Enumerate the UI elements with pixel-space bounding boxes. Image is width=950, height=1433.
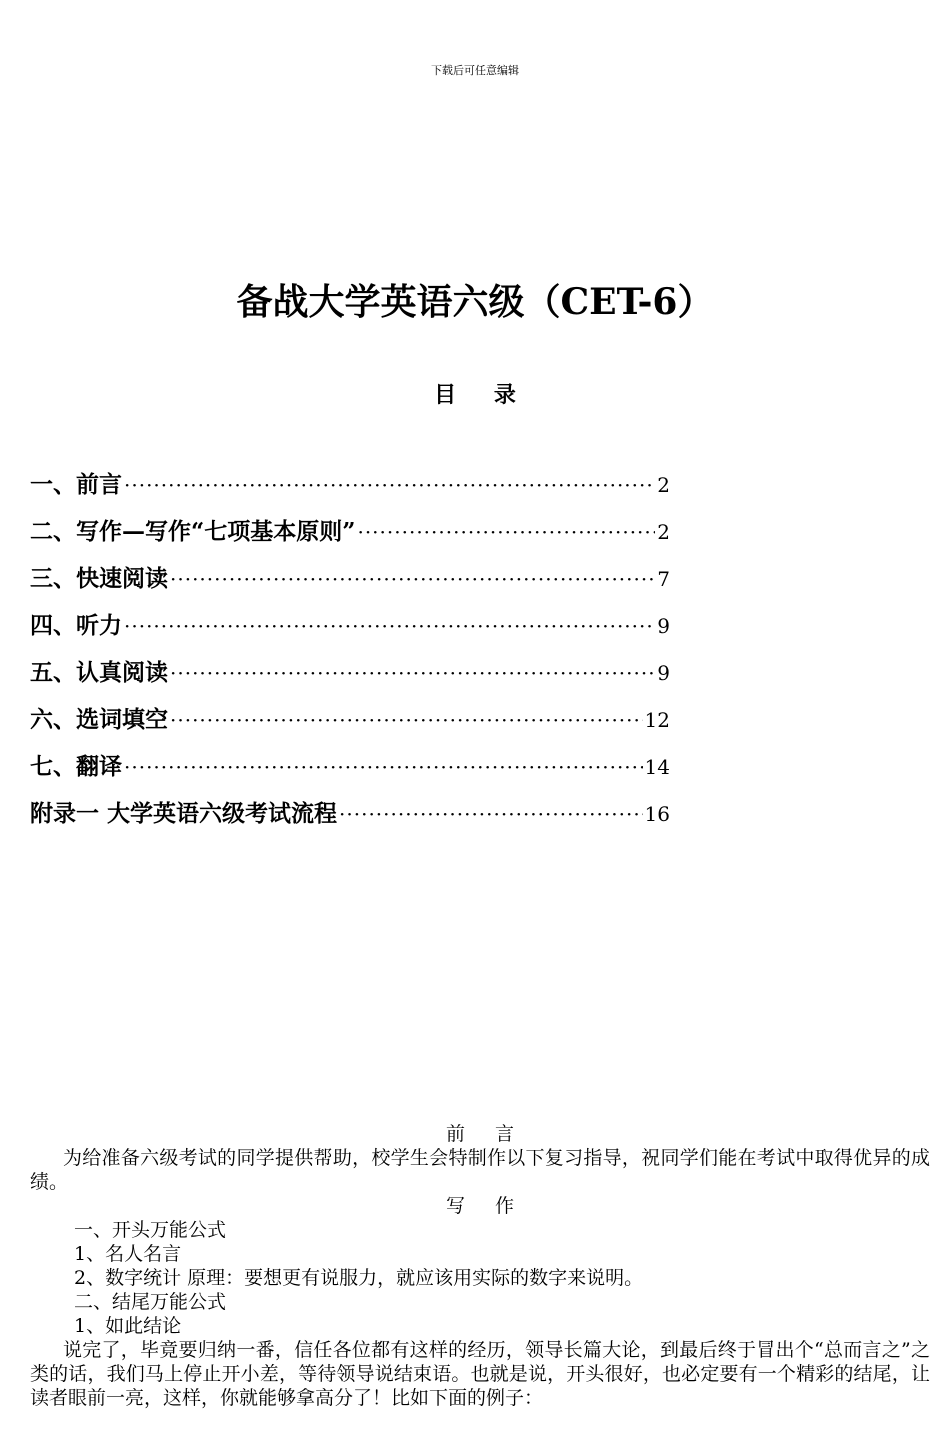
body-section xyxy=(30,1122,930,1410)
toc-leader-dots xyxy=(124,614,655,638)
toc-entry-page: 7 xyxy=(657,567,670,591)
toc-entry-label: 二、写作—写作“七项基本原则” xyxy=(30,518,356,545)
toc-leader-dots xyxy=(124,473,655,497)
toc-entry-page: 14 xyxy=(644,755,670,779)
section-line: 二、结尾万能公式 xyxy=(74,1291,227,1313)
toc-entry[interactable] xyxy=(30,607,670,654)
toc-heading: 目 录 xyxy=(434,382,516,408)
preface-heading: 前 言 xyxy=(445,1123,515,1145)
toc-entry-page: 12 xyxy=(644,708,670,732)
section-line: 2、数字统计 原理：要想更有说服力，就应该用实际的数字来说明。 xyxy=(74,1267,644,1289)
toc-entry[interactable] xyxy=(30,701,670,748)
toc-leader-dots xyxy=(170,708,643,732)
toc-entry-label: 三、快速阅读 xyxy=(30,565,168,592)
toc-entry-label: 附录一 大学英语六级考试流程 xyxy=(30,800,338,827)
toc-entry[interactable] xyxy=(30,466,670,513)
toc-leader-dots xyxy=(339,802,643,826)
toc-leader-dots xyxy=(124,755,643,779)
preface-paragraph: 为给准备六级考试的同学提供帮助，校学生会特制作以下复习指导，祝同学们能在考试中取得优异的成绩。 xyxy=(30,1147,930,1193)
toc-leader-dots xyxy=(170,661,655,685)
toc-entry[interactable] xyxy=(30,513,670,560)
toc-entry-label: 一、前言 xyxy=(30,471,122,498)
toc-leader-dots xyxy=(170,567,655,591)
document-title: 备战大学英语六级（CET-6） xyxy=(236,281,714,323)
writing-heading: 写 作 xyxy=(445,1195,515,1217)
section-line: 一、开头万能公式 xyxy=(74,1219,227,1241)
toc-entry-page: 2 xyxy=(657,520,670,544)
toc-entry[interactable] xyxy=(30,795,670,842)
toc-entry-page: 2 xyxy=(657,473,670,497)
table-of-contents xyxy=(30,466,670,842)
section-line: 1、名人名言 xyxy=(74,1243,182,1265)
toc-entry[interactable] xyxy=(30,654,670,701)
toc-entry-label: 五、认真阅读 xyxy=(30,659,168,686)
toc-leader-dots xyxy=(357,520,655,544)
toc-entry-page: 9 xyxy=(657,661,670,685)
toc-entry-page: 9 xyxy=(657,614,670,638)
header-note: 下载后可任意编辑 xyxy=(431,64,519,77)
toc-entry-label: 四、听力 xyxy=(30,612,122,639)
toc-entry-page: 16 xyxy=(644,802,670,826)
toc-entry[interactable] xyxy=(30,560,670,607)
toc-entry-label: 七、翻译 xyxy=(30,753,122,780)
toc-entry[interactable] xyxy=(30,748,670,795)
closing-paragraph: 说完了，毕竟要归纳一番，信任各位都有这样的经历，领导长篇大论，到最后终于冒出个“总而言之”之类的话，我们马上停止开小差，等待领导说结束语。也就是说，开头很好，也必定要有一个精彩的结尾，让读者眼前一亮，这样，你就能够拿高分了！比如下面的例子： xyxy=(30,1339,930,1409)
toc-entry-label: 六、选词填空 xyxy=(30,706,168,733)
section-line: 1、如此结论 xyxy=(74,1315,182,1337)
